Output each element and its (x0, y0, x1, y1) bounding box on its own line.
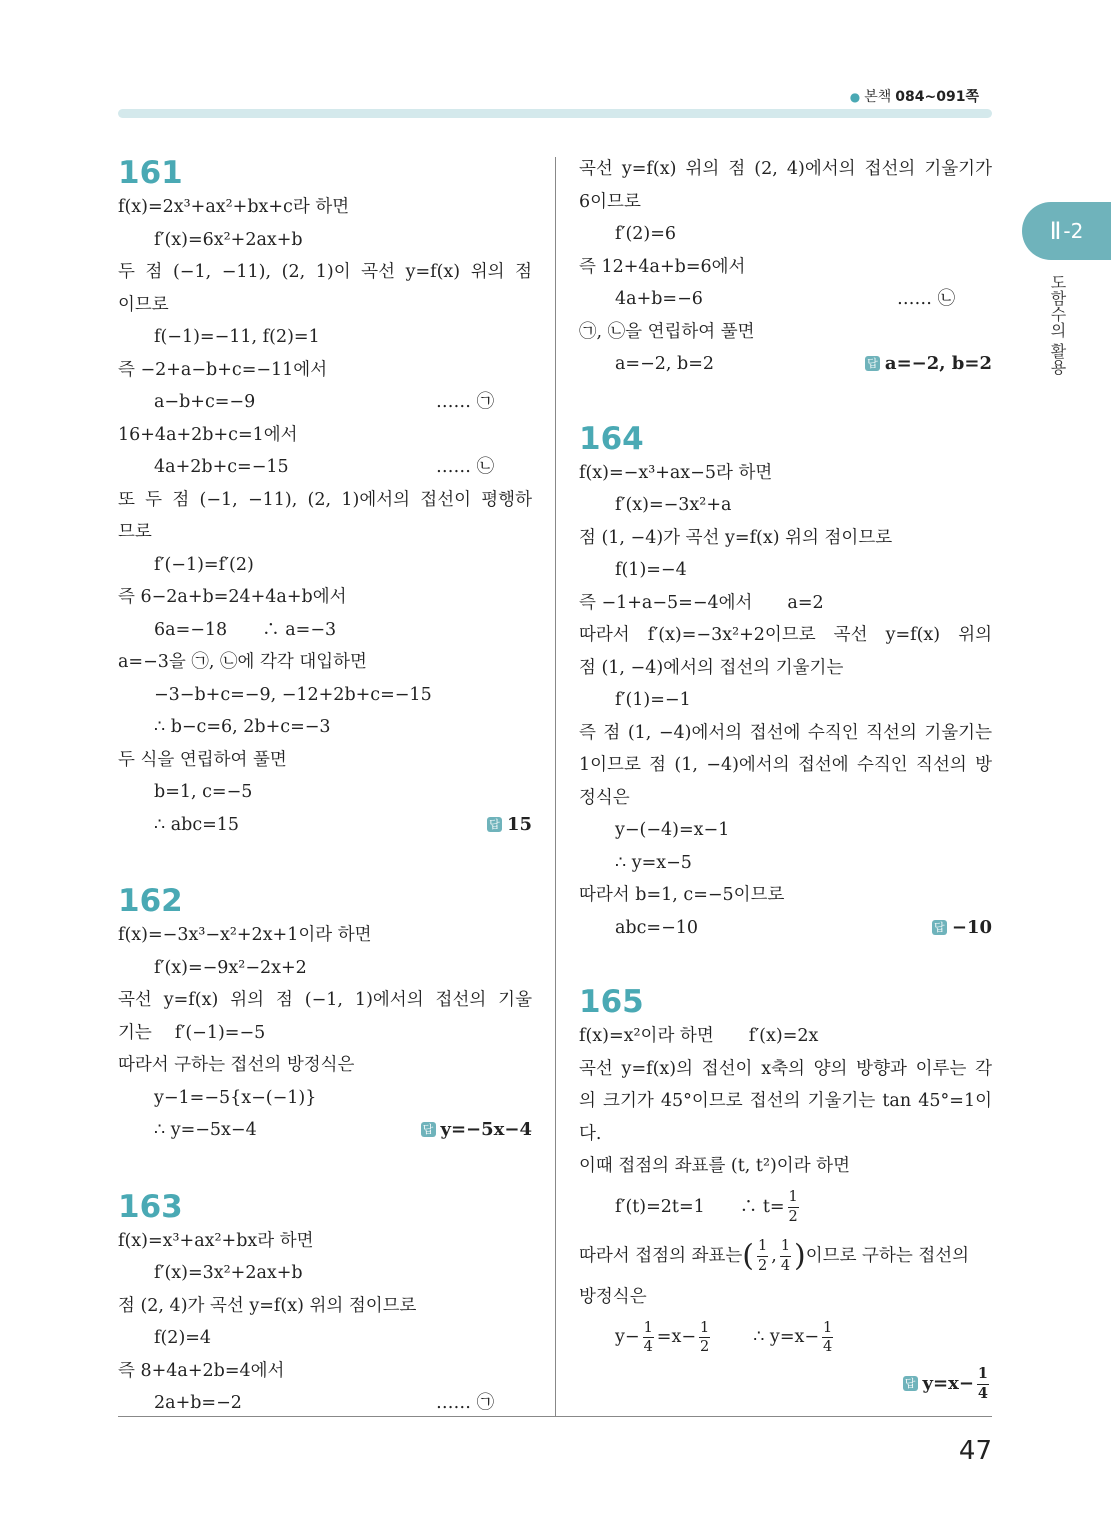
solution-line: ㉠, ㉡을 연립하여 풀면 (579, 321, 755, 342)
answer-badge: 답 (865, 356, 880, 371)
solution-text: ∴ y=x− (753, 1327, 820, 1347)
solution-line (579, 1183, 992, 1231)
fraction-numerator: 1 (757, 1239, 768, 1257)
solution-line: f(x)=2x³+ax²+bx+c라 하면 (118, 197, 350, 217)
answer-value: a=−2, b=2 (884, 353, 992, 374)
answer (421, 1114, 533, 1147)
solution-line: 곡선 y=f(x) 위의 점 (2, 4)에서의 접선의 기울기가 (579, 159, 992, 179)
solution-line: −3−b+c=−9, −12+2b+c=−15 (154, 684, 432, 705)
solution-line: f(−1)=−11, f(2)=1 (154, 327, 320, 347)
answer-badge: 답 (903, 1376, 918, 1391)
fraction-numerator: 1 (788, 1190, 799, 1208)
fraction-denominator: 4 (643, 1339, 653, 1355)
solution-line: f(1)=−4 (615, 560, 687, 580)
solution-line: 따라서 f′(x)=−3x²+2이므로 곡선 y=f(x) 위의 (579, 625, 992, 645)
fraction-one-quarter (977, 1367, 989, 1401)
solution-line: 다. (579, 1123, 602, 1144)
chapter-suffix: -2 (1063, 219, 1084, 243)
fraction-numerator: 1 (977, 1367, 989, 1385)
solution-text: y− (615, 1327, 640, 1347)
header-bar (118, 109, 992, 118)
answer-badge: 답 (932, 920, 947, 935)
solution-line: 점 (2, 4)가 곡선 y=f(x) 위의 점이므로 (118, 1295, 417, 1316)
solution-text: f′(t)=2t=1 ∴ t= (615, 1196, 785, 1217)
problem-number: 165 (579, 984, 644, 1020)
solution-text: 2a+b=−2 (154, 1393, 242, 1413)
solution-line: y−1=−5{x−(−1)} (154, 1087, 317, 1108)
fraction-denominator: 4 (823, 1339, 833, 1355)
solution-line: 따라서 구하는 접선의 방정식은 (118, 1055, 355, 1075)
solution-line: 즉 8+4a+2b=4에서 (118, 1360, 285, 1381)
equation-marker: …… ㉡ (897, 289, 956, 309)
solution-line-answer (118, 809, 532, 842)
problem-164 (579, 419, 992, 945)
solution-text: ∴ abc=15 (154, 814, 240, 835)
problem-163 (118, 1187, 532, 1420)
problem-number: 163 (118, 1188, 183, 1225)
solution-line (579, 1313, 992, 1361)
solution-line: f′(−1)=f′(2) (154, 554, 254, 575)
chapter-roman: Ⅱ (1049, 217, 1062, 245)
solution-line: f(x)=−x³+ax−5라 하면 (579, 462, 773, 483)
answer (903, 1367, 992, 1401)
solution-line: 16+4a+2b+c=1에서 (118, 424, 298, 445)
left-column (118, 153, 532, 1420)
fraction-one-half (699, 1321, 710, 1355)
solution-line: f′(x)=−9x²−2x+2 (154, 957, 307, 978)
solution-line: 점 (1, −4)에서의 접선의 기울기는 (579, 657, 844, 678)
equation-marker: …… ㉠ (436, 392, 495, 412)
solution-text: abc=−10 (615, 917, 699, 938)
solution-line: 방정식은 (579, 1286, 647, 1307)
page-number: 47 (958, 1436, 992, 1466)
fraction-numerator: 1 (643, 1321, 654, 1339)
solution-line: 의 크기가 45°이므로 접선의 기울기는 tan 45°=1이 (579, 1091, 992, 1111)
solution-text: ∴ y=−5x−4 (154, 1120, 257, 1140)
solution-line: ∴ y=x−5 (615, 852, 692, 873)
solution-line: 1이므로 점 (1, −4)에서의 접선에 수직인 직선의 방 (579, 755, 992, 775)
fraction-denominator: 2 (700, 1339, 710, 1355)
solution-line: f′(2)=6 (615, 224, 677, 244)
page-reference (850, 86, 979, 106)
fraction-one-half (757, 1239, 768, 1273)
problem-number: 162 (118, 883, 183, 919)
solution-text: 이므로 구하는 접선의 (805, 1245, 970, 1266)
solution-line: f′(x)=6x²+2ax+b (154, 229, 303, 250)
solution-line-answer (579, 912, 992, 945)
solution-line-answer (118, 1114, 532, 1147)
solution-line: f′(1)=−1 (615, 690, 691, 710)
solution-line: a=−3을 ㉠, ㉡에 각각 대입하면 (118, 652, 367, 672)
fraction-numerator: 1 (822, 1321, 833, 1339)
solution-line: 므로 (118, 522, 152, 542)
solution-line: ∴ b−c=6, 2b+c=−3 (154, 717, 331, 737)
problem-162 (118, 881, 532, 1147)
solution-line-marked (579, 283, 992, 316)
solution-line: 따라서 b=1, c=−5이므로 (579, 885, 785, 905)
solution-line: f(x)=−3x³−x²+2x+1이라 하면 (118, 925, 372, 945)
chapter-side-title: 도함수의 활용 (1048, 274, 1067, 376)
problem-163-continued (579, 153, 992, 381)
solution-line: 곡선 y=f(x)의 접선이 x축의 양의 방향과 이루는 각 (579, 1058, 992, 1079)
solution-text: 4a+b=−6 (615, 289, 703, 309)
column-divider (555, 157, 556, 1417)
solution-line: 또 두 점 (−1, −11), (2, 1)에서의 접선이 평행하 (118, 489, 532, 510)
solution-line: 점 (1, −4)가 곡선 y=f(x) 위의 점이므로 (579, 527, 893, 548)
answer (932, 912, 992, 945)
left-paren: ( (742, 1238, 754, 1273)
solution-line: f(x)=x²이라 하면 f′(x)=2x (579, 1026, 819, 1046)
answer-row (579, 1361, 992, 1407)
solution-line: f(2)=4 (154, 1328, 212, 1348)
equation-marker: …… ㉠ (436, 1393, 495, 1413)
solution-text: 따라서 접점의 좌표는 (579, 1245, 743, 1266)
bullet-dot-icon: ● (849, 90, 861, 104)
problem-165 (579, 982, 992, 1407)
problem-number: 164 (579, 420, 644, 457)
right-paren: ) (794, 1238, 806, 1273)
solution-line: y−(−4)=x−1 (615, 820, 730, 840)
solution-line: 정식은 (579, 787, 630, 808)
solution-text: =x− (656, 1327, 696, 1347)
fraction-denominator: 4 (780, 1257, 791, 1274)
fraction-one-half (788, 1190, 799, 1224)
problem-161 (118, 153, 532, 841)
answer-value: −10 (951, 916, 992, 938)
answer-value: y=−5x−4 (440, 1119, 532, 1140)
solution-line-marked (118, 1387, 532, 1420)
solution-line: 즉 −1+a−5=−4에서 a=2 (579, 592, 824, 613)
solution-line: 6a=−18 ∴ a=−3 (154, 619, 337, 640)
solution-line: 즉 12+4a+b=6에서 (579, 256, 746, 277)
solution-line: 즉 점 (1, −4)에서의 접선에 수직인 직선의 기울기는 (579, 722, 992, 743)
answer (865, 348, 992, 381)
bottom-rule (118, 1416, 992, 1417)
fraction-denominator: 2 (758, 1257, 768, 1274)
solution-line: f(x)=x³+ax²+bx라 하면 (118, 1230, 314, 1251)
book-label: 본책 (864, 89, 892, 105)
equation-marker: …… ㉡ (436, 457, 495, 477)
solution-line: 이므로 (118, 294, 169, 315)
fraction-one-quarter (780, 1239, 791, 1273)
fraction-numerator: 1 (780, 1239, 791, 1257)
chapter-tab (1022, 202, 1111, 260)
solution-line: 두 식을 연립하여 풀면 (118, 749, 287, 770)
page-range: 084~091쪽 (895, 89, 979, 105)
solution-line: 두 점 (−1, −11), (2, 1)이 곡선 y=f(x) 위의 점 (118, 262, 532, 282)
solution-line: 이때 접점의 좌표를 (t, t²)이라 하면 (579, 1156, 850, 1176)
solution-line-marked (118, 386, 532, 419)
fraction-numerator: 1 (699, 1321, 710, 1339)
solution-line: f′(x)=−3x²+a (615, 495, 732, 515)
answer-badge: 답 (421, 1122, 436, 1137)
solution-text: a−b+c=−9 (154, 392, 256, 412)
solution-line: 6이므로 (579, 191, 641, 212)
solution-line-answer (579, 348, 992, 381)
solution-line: b=1, c=−5 (154, 782, 253, 802)
fraction-one-quarter (822, 1321, 833, 1355)
solution-line: 즉 6−2a+b=24+4a+b에서 (118, 587, 347, 607)
solution-text: a=−2, b=2 (615, 354, 715, 374)
fraction-denominator: 2 (788, 1208, 798, 1225)
solution-line: f′(x)=3x²+2ax+b (154, 1263, 303, 1283)
answer-value: 15 (506, 813, 532, 835)
solution-line: 즉 −2+a−b+c=−11에서 (118, 359, 328, 380)
solution-line: 기는 f′(−1)=−5 (118, 1022, 266, 1043)
fraction-denominator: 4 (977, 1384, 988, 1402)
answer-badge: 답 (487, 817, 502, 832)
solution-text: 4a+2b+c=−15 (154, 457, 289, 477)
solution-line: 곡선 y=f(x) 위의 점 (−1, 1)에서의 접선의 기울 (118, 990, 532, 1010)
answer (487, 809, 532, 842)
problem-number: 161 (118, 155, 183, 191)
solution-line: 따라서 접점의 좌표는( $\frac{1}{2}$ , $\frac{1}{4}$ )이므로 구하는 접선의 (579, 1238, 970, 1274)
right-column (579, 153, 992, 1407)
fraction-one-quarter (643, 1321, 654, 1355)
answer-value: y=x− (922, 1373, 974, 1394)
solution-line-marked (118, 451, 532, 484)
